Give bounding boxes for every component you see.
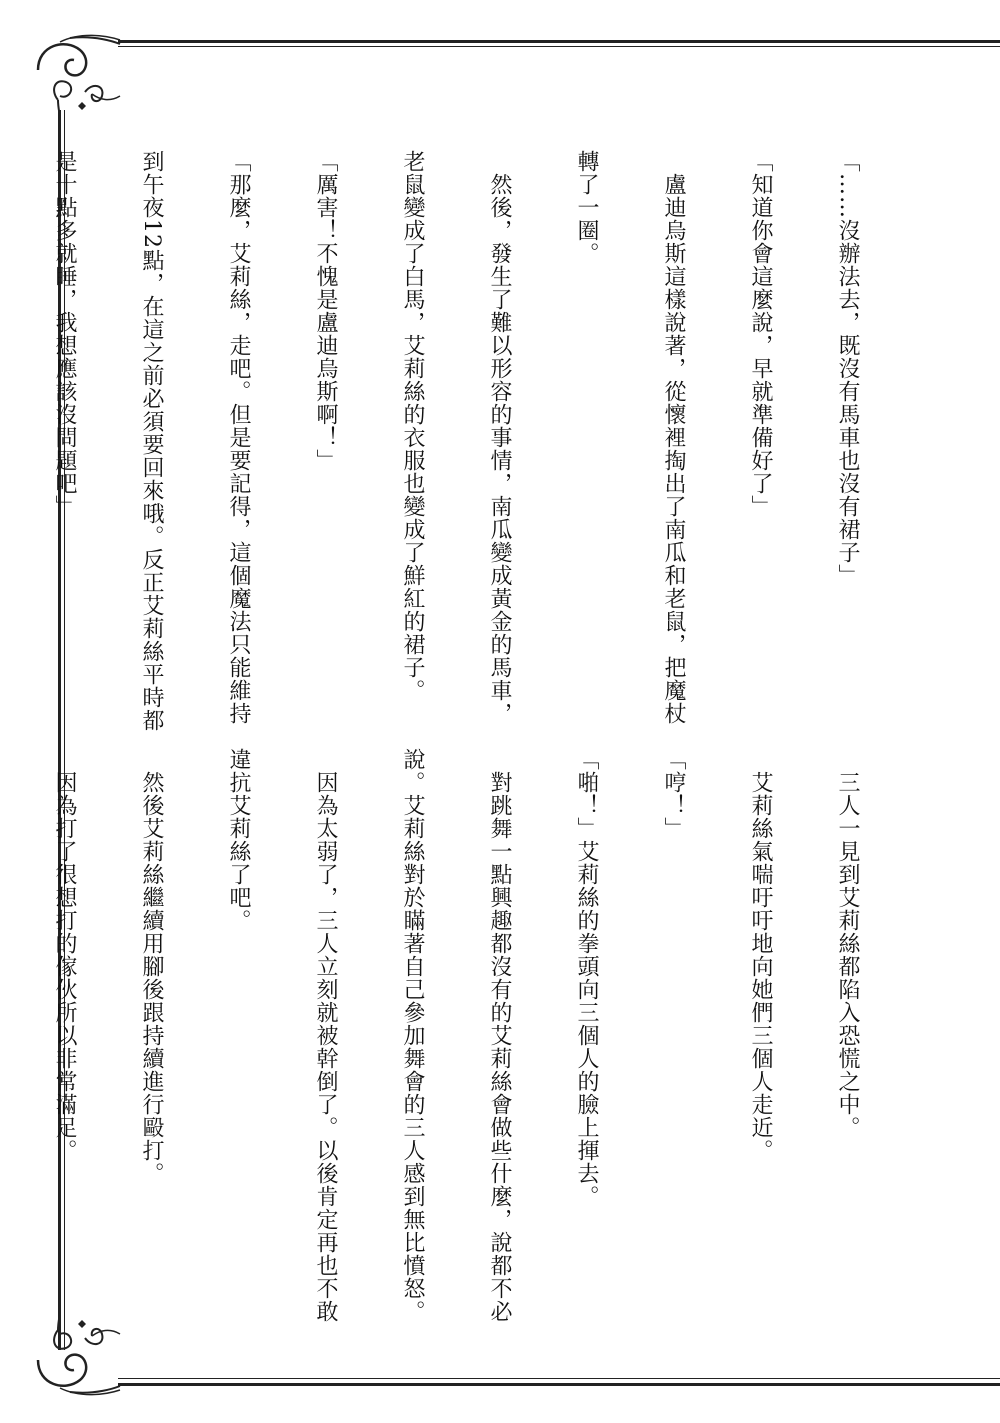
text-line: 「啪！」艾莉絲的拳頭向三個人的臉上揮去。 [574, 748, 599, 1208]
text-line: 「厲害！不愧是盧迪烏斯啊！」 [313, 150, 338, 472]
text-line: 然後艾莉絲繼續用腳後跟持續進行毆打。 [139, 748, 164, 1185]
text-line: 到午夜12點，在這之前必須要回來哦。反正艾莉絲平時都 [139, 150, 164, 732]
text-line: 因為太弱了，三人立刻就被幹倒了。以後肯定再也不敢 [313, 748, 338, 1323]
upper-text-column [0, 150, 920, 732]
text-line: 三人一見到艾莉絲都陷入恐慌之中。 [835, 748, 860, 1139]
text-line: 然後，發生了難以形容的事情，南瓜變成黃金的馬車， [487, 150, 512, 725]
text-line: 老鼠變成了白馬，艾莉絲的衣服也變成了鮮紅的裙子。 [400, 150, 425, 702]
text-line: 「……沒辦法去，既沒有馬車也沒有裙子」 [835, 150, 860, 587]
frame-bottom-border [118, 1383, 1000, 1386]
text-line: 違抗艾莉絲了吧。 [226, 748, 251, 932]
frame-bottom-inner-border [118, 1378, 1000, 1379]
lower-text-column [0, 748, 920, 1348]
frame-top-border [118, 40, 1000, 43]
text-line: 轉了一圈。 [574, 150, 599, 265]
text-line: 因為打了很想打的傢伙所以非常滿足。 [52, 748, 77, 1162]
text-line: 盧迪烏斯這樣說著，從懷裡掏出了南瓜和老鼠，把魔杖 [661, 150, 686, 725]
text-line: 「哼！」 [661, 748, 686, 840]
text-line: 「那麼，艾莉絲，走吧。但是要記得，這個魔法只能維持 [226, 150, 251, 725]
text-line: 是十點多就睡，我想應該沒問題吧」 [52, 150, 77, 518]
frame-top-inner-border [118, 46, 1000, 47]
corner-ornament-icon [30, 30, 125, 120]
text-line: 對跳舞一點興趣都沒有的艾莉絲會做些什麼，說都不必 [487, 748, 512, 1323]
text-line: 艾莉絲氣喘吁吁地向她們三個人走近。 [748, 748, 773, 1162]
text-line: 說。艾莉絲對於瞞著自己參加舞會的三人感到無比憤怒。 [400, 748, 425, 1323]
text-line: 「知道你會這麼說，早就準備好了」 [748, 150, 773, 518]
